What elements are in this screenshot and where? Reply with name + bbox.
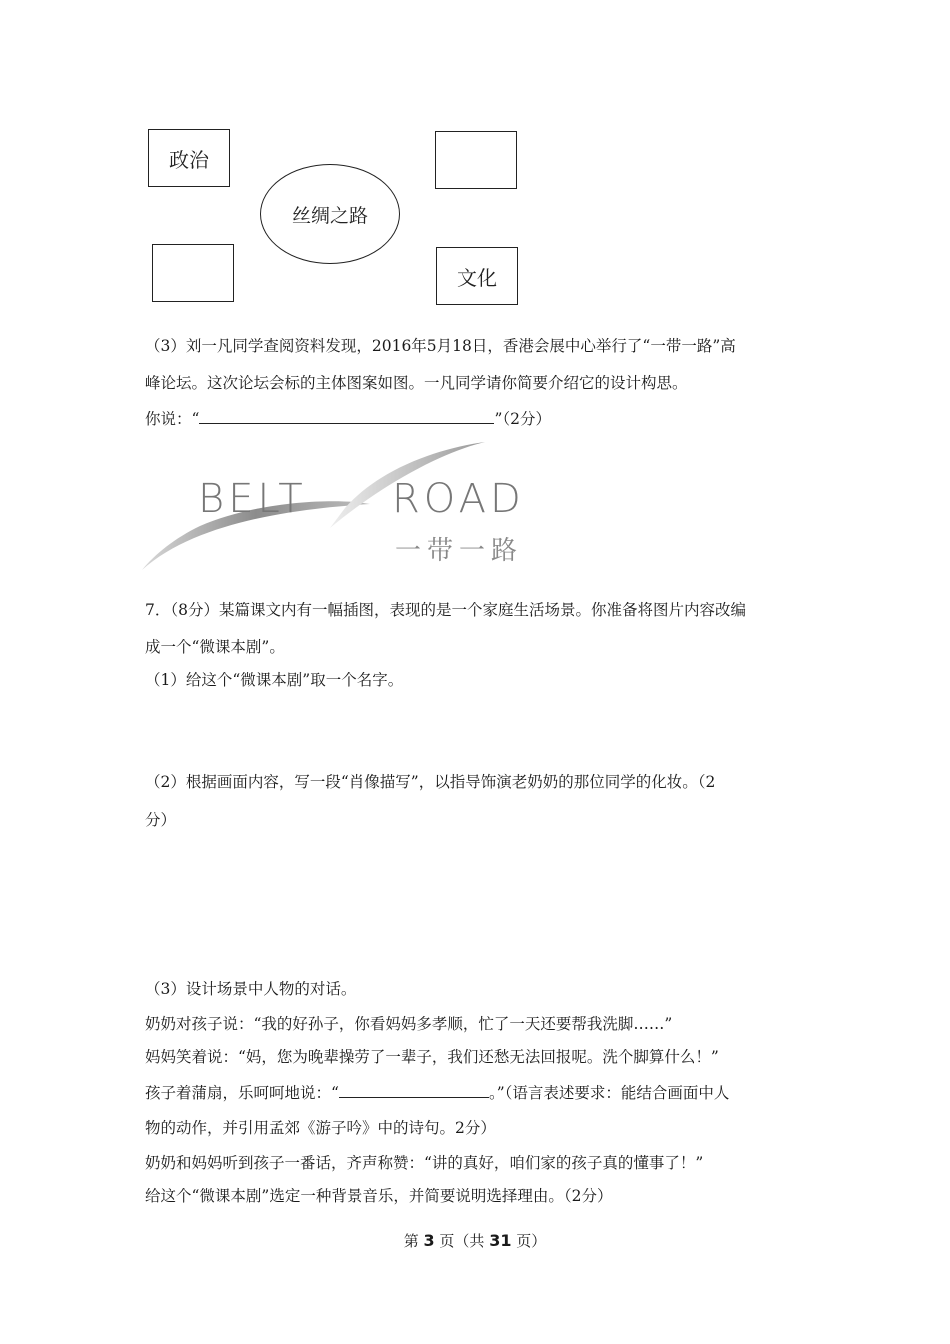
q7-line2: 成一个“微课本剧”。	[145, 638, 285, 656]
q7-dialog1: 奶奶对孩子说：“我的好孙子，你看妈妈多孝顺，忙了一天还要帮我洗脚……”	[145, 1015, 673, 1033]
diagram-box-empty-top-right	[435, 131, 517, 189]
footer-prefix: 第	[403, 1232, 419, 1250]
footer-suffix: 页）	[516, 1232, 547, 1250]
logo-text-chinese: 一带一路	[395, 536, 524, 566]
answer-blank[interactable]	[199, 407, 494, 424]
logo-text-belt: BELT	[198, 476, 307, 522]
q7-sub2-line1: （2）根据画面内容，写一段“肖像描写”，以指导饰演老奶奶的那位同学的化妆。（2	[145, 773, 716, 791]
belt-road-logo	[140, 438, 540, 578]
diagram-label-culture: 文化	[457, 265, 497, 290]
footer-total-pages: 31	[489, 1231, 512, 1250]
page-footer	[0, 1230, 950, 1251]
q7-music: 给这个“微课本剧”选定一种背景音乐，并简要说明选择理由。（2分）	[145, 1187, 613, 1205]
q7-sub1: （1）给这个“微课本剧”取一个名字。	[145, 671, 404, 689]
dialog3-blank[interactable]	[339, 1081, 489, 1098]
dialog3-suffix: 。”（语言表述要求：能结合画面中人	[488, 1084, 730, 1102]
footer-middle: 页（共	[439, 1232, 485, 1250]
logo-text-road: ROAD	[392, 476, 525, 522]
q6-3-answer-line	[145, 407, 551, 429]
diagram-box-empty-bottom-left	[152, 244, 234, 302]
q7-dialog4: 奶奶和妈妈听到孩子一番话，齐声称赞：“讲的真好，咱们家的孩子真的懂事了！”	[145, 1154, 704, 1172]
diagram-center-ellipse	[260, 164, 400, 264]
diagram-box-culture	[436, 247, 518, 305]
answer-suffix: ”（2分）	[494, 410, 551, 428]
q6-3-line1: （3）刘一凡同学查阅资料发现，2016年5月18日，香港会展中心举行了“一带一路”高	[145, 337, 736, 355]
q7-line1: 7．（8分）某篇课文内有一幅插图，表现的是一个家庭生活场景。你准备将图片内容改编	[145, 601, 746, 619]
q7-sub3: （3）设计场景中人物的对话。	[145, 980, 357, 998]
footer-page-number: 3	[423, 1231, 435, 1250]
q7-dialog2: 妈妈笑着说：“妈，您为晚辈操劳了一辈子，我们还愁无法回报呢。洗个脚算什么！”	[145, 1048, 719, 1066]
q7-dialog3	[145, 1081, 729, 1103]
q6-3-line2: 峰论坛。这次论坛会标的主体图案如图。一凡同学请你简要介绍它的设计构思。	[145, 374, 688, 392]
q7-dialog3-line2: 物的动作，并引用孟郊《游子吟》中的诗句。2分）	[145, 1119, 496, 1137]
diagram-label-politics: 政治	[169, 147, 209, 172]
answer-prefix: 你说：“	[145, 410, 200, 428]
q7-sub2-line2: 分）	[145, 811, 177, 829]
diagram-label-silk-road: 丝绸之路	[291, 204, 368, 227]
diagram-box-politics	[148, 129, 230, 187]
dialog3-prefix: 孩子着蒲扇，乐呵呵地说：“	[145, 1084, 339, 1102]
